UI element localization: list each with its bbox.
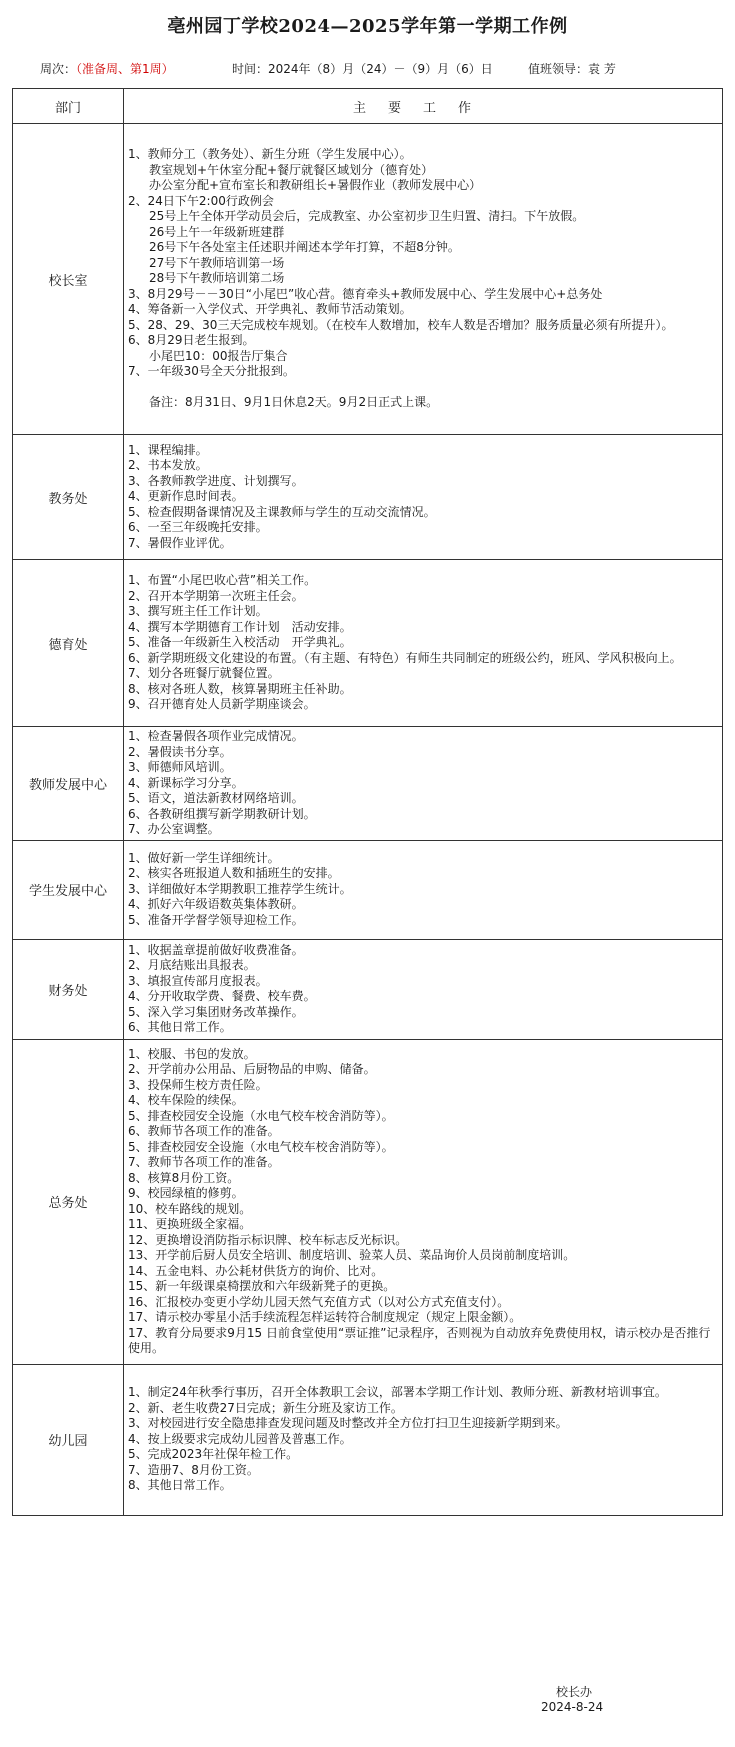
work-item-line: 4、筹备新一入学仪式、开学典礼、教师节活动策划。 [128, 302, 412, 317]
work-items [124, 727, 723, 841]
work-item-line: 7、办公室调整。 [128, 822, 220, 836]
work-item-line: 1、做好新一学生详细统计。 [128, 850, 280, 865]
work-item-line: 12、更换增设消防指示标识牌、校车标志反光标识。 [128, 1232, 408, 1247]
work-item-line: 3、各教师教学进度、计划撰写。 [128, 473, 304, 488]
week-label: 周次： [40, 62, 77, 76]
work-item-line: 5、语文，道法新教材网络培训。 [128, 791, 304, 805]
dept-name: 教师发展中心 [13, 727, 124, 841]
leader-label: 值班领导： [528, 62, 589, 76]
table-body [13, 124, 723, 1516]
table-row [13, 435, 723, 560]
table-row [13, 560, 723, 727]
work-item-line: 14、五金电料、办公耗材供货方的询价、比对。 [128, 1263, 384, 1278]
work-item-line: 教室规划+午休室分配+餐厅就餐区域划分（德育处） [149, 162, 434, 177]
work-item-line: 15、新一年级课桌椅摆放和六年级新凳子的更换。 [128, 1279, 396, 1293]
work-item-line: 5、28、29、30三天完成校车规划。（在校车人数增加，校车人数是否增加？服务质量必须有所提升）。 [128, 317, 674, 332]
work-item-line: 10、校车路线的规划。 [128, 1201, 252, 1216]
work-item-line: 5、完成2023年社保年检工作。 [128, 1447, 299, 1462]
work-item-line: 4、抓好六年级语数英集体教研。 [128, 897, 304, 912]
dept-name: 教务处 [13, 435, 124, 560]
work-item-line: 6、各教研组撰写新学期教研计划。 [128, 806, 316, 821]
work-item-line: 2、开学前办公用品、后厨物品的申购、储备。 [128, 1062, 376, 1076]
document-title: 亳州园丁学校2024—2025学年第一学期工作例 [167, 16, 568, 37]
work-items [124, 840, 723, 939]
work-item-line: 6、新学期班级文化建设的布置。（有主题、有特色）有师生共同制定的班级公约，班风、学风积极向上。 [128, 650, 682, 665]
work-item-line: 9、召开德育处人员新学期座谈会。 [128, 697, 316, 712]
work-item-line: 1、检查暑假各项作业完成情况。 [128, 729, 304, 743]
dept-header: 部门 [13, 89, 124, 124]
work-item-line: 2、24日下午2:00行政例会 [128, 193, 274, 208]
work-items [124, 124, 723, 435]
work-item-line: 27号下午教师培训第一场 [149, 255, 285, 270]
work-items [124, 1364, 723, 1515]
work-item-line: 小尾巴10：00报告厅集合 [149, 348, 288, 363]
work-item-line: 25号上午全体开学动员会后，完成教室、办公室初步卫生归置、清扫。下午放假。 [149, 209, 585, 224]
work-item-line: 9、校园绿植的修剪。 [128, 1186, 244, 1200]
work-item-line: 2、核实各班报道人数和插班生的安排。 [128, 866, 340, 881]
work-item-line: 2、新、老生收费27日完成；新生分班及家访工作。 [128, 1400, 403, 1415]
table-row [13, 1039, 723, 1364]
table-row [13, 1364, 723, 1515]
work-item-line: 28号下午教师培训第二场 [149, 271, 285, 286]
work-item-line: 4、撰写本学期德育工作计划 活动安排。 [128, 619, 352, 634]
work-items [124, 560, 723, 727]
week-info [40, 60, 174, 77]
dept-name: 学生发展中心 [13, 840, 124, 939]
work-item-line: 2、暑假读书分享。 [128, 744, 232, 759]
work-item-line: 16、汇报校办变更小学幼儿园天然气充值方式（以对公方式充值支付）。 [128, 1294, 510, 1309]
work-items [124, 1039, 723, 1364]
time-info [232, 60, 493, 77]
work-item-line: 7、一年级30号全天分批报到。 [128, 364, 295, 379]
work-item-line: 5、准备开学督学领导迎检工作。 [128, 912, 304, 927]
work-item-line: 3、详细做好本学期教职工推荐学生统计。 [128, 881, 352, 896]
work-item-line: 2、召开本学期第一次班主任会。 [128, 588, 304, 603]
work-item-line: 8、核对各班人数，核算暑期班主任补助。 [128, 681, 352, 696]
time-value: 2024年（8）月（24）－（9）月（6）日 [268, 62, 493, 76]
work-item-line: 1、收据盖章提前做好收费准备。 [128, 942, 304, 957]
work-item-line: 3、投保师生校方责任险。 [128, 1077, 268, 1092]
work-item-line: 备注：8月31日、9月1日休息2天。9月2日正式上课。 [149, 395, 439, 410]
work-item-line: 3、撰写班主任工作计划。 [128, 604, 268, 619]
signature: 校长办 [556, 1685, 593, 1699]
work-item-line: 2、月底结账出具报表。 [128, 958, 256, 972]
work-header: 主要工作 [124, 89, 723, 124]
time-label: 时间： [232, 62, 269, 76]
dept-name: 德育处 [13, 560, 124, 727]
work-item-line: 2、书本发放。 [128, 458, 208, 473]
work-item-line: 8、其他日常工作。 [128, 1478, 232, 1493]
work-item-line: 1、校服、书包的发放。 [128, 1046, 256, 1061]
work-item-line: 5、准备一年级新生入校活动 开学典礼。 [128, 635, 352, 650]
table-row [13, 840, 723, 939]
work-item-line: 7、划分各班餐厅就餐位置。 [128, 666, 280, 681]
work-item-line: 6、其他日常工作。 [128, 1020, 232, 1034]
work-item-line: 11、更换班级全家福。 [128, 1217, 252, 1231]
work-item-line: 4、更新作息时间表。 [128, 489, 244, 504]
work-item-line: 7、教师节各项工作的准备。 [128, 1155, 280, 1169]
work-item-line: 4、按上级要求完成幼儿园普及普惠工作。 [128, 1431, 352, 1446]
work-items [124, 939, 723, 1039]
dept-name: 财务处 [13, 939, 124, 1039]
work-item-line: 4、新课标学习分享。 [128, 775, 244, 790]
duty-leader-info [528, 60, 616, 77]
work-item-line: 8、核算8月份工资。 [128, 1170, 240, 1185]
work-items [124, 435, 723, 560]
work-item-line: 5、深入学习集团财务改革操作。 [128, 1004, 304, 1019]
work-item-line: 5、排查校园安全设施（水电气校车校舍消防等）。 [128, 1108, 394, 1123]
work-item-line: 3、填报宣传部月度报表。 [128, 973, 268, 988]
leader-value: 袁 芳 [588, 62, 616, 76]
work-item-line: 6、8月29日老生报到。 [128, 333, 255, 348]
work-item-line: 6、一至三年级晚托安排。 [128, 520, 268, 535]
dept-name: 幼儿园 [13, 1364, 124, 1515]
work-item-line: 3、师德师风培训。 [128, 760, 232, 774]
work-item-line: 13、开学前后厨人员安全培训、制度培训、验菜人员、菜品询价人员岗前制度培训。 [128, 1248, 576, 1262]
work-item-line: 1、课程编排。 [128, 442, 208, 457]
work-item-line: 4、分开收取学费、餐费、校车费。 [128, 989, 316, 1003]
dept-name: 校长室 [13, 124, 124, 435]
work-item-line: 1、教师分工（教务处）、新生分班（学生发展中心）。 [128, 147, 412, 162]
table-header-row [13, 89, 723, 124]
work-item-line [128, 380, 718, 396]
work-item-line: 1、布置“小尾巴收心营”相关工作。 [128, 573, 317, 588]
work-item-line: 26号下午各处室主任述职并阐述本学年打算，不超8分钟。 [149, 240, 460, 255]
table-row [13, 124, 723, 435]
work-item-line: 3、对校园进行安全隐患排查发现问题及时整改并全方位打扫卫生迎接新学期到来。 [128, 1416, 568, 1431]
table-row [13, 727, 723, 841]
signature-date: 2024-8-24 [541, 1700, 604, 1714]
work-item-line: 7、暑假作业评优。 [128, 535, 232, 550]
work-item-line: 17、请示校办零星小活手续流程怎样运转符合制度规定（规定上限金额）。 [128, 1310, 522, 1324]
work-item-line: 6、教师节各项工作的准备。 [128, 1124, 280, 1138]
work-item-line: 4、校车保险的续保。 [128, 1093, 244, 1107]
work-item-line: 3、8月29号－－30日“小尾巴”收心营。德育牵头+教师发展中心、学生发展中心+总务处 [128, 286, 603, 301]
table-row [13, 939, 723, 1039]
work-item-line: 17、教育分局要求9月15 日前食堂使用“票证推”记录程序，否则视为自动放弃免费使用权，请示校办是否推行使用。 [128, 1325, 711, 1355]
work-item-line: 办公室分配+宣布室长和教研组长+暑假作业（教师发展中心） [149, 178, 482, 193]
work-item-line: 5、排查校园安全设施（水电气校车校舍消防等）。 [128, 1139, 394, 1154]
work-item-line: 1、制定24年秋季行事历，召开全体教职工会议，部署本学期工作计划、教师分班、新教材培训事宜。 [128, 1385, 667, 1400]
week-value: （准备周、第1周） [76, 62, 174, 76]
work-item-line: 7、造册7、8月份工资。 [128, 1462, 259, 1477]
work-schedule-table [12, 88, 723, 1516]
work-item-line: 26号上午一年级新班建群 [149, 224, 285, 239]
work-item-line: 5、检查假期备课情况及主课教师与学生的互动交流情况。 [128, 504, 436, 519]
dept-name: 总务处 [13, 1039, 124, 1364]
